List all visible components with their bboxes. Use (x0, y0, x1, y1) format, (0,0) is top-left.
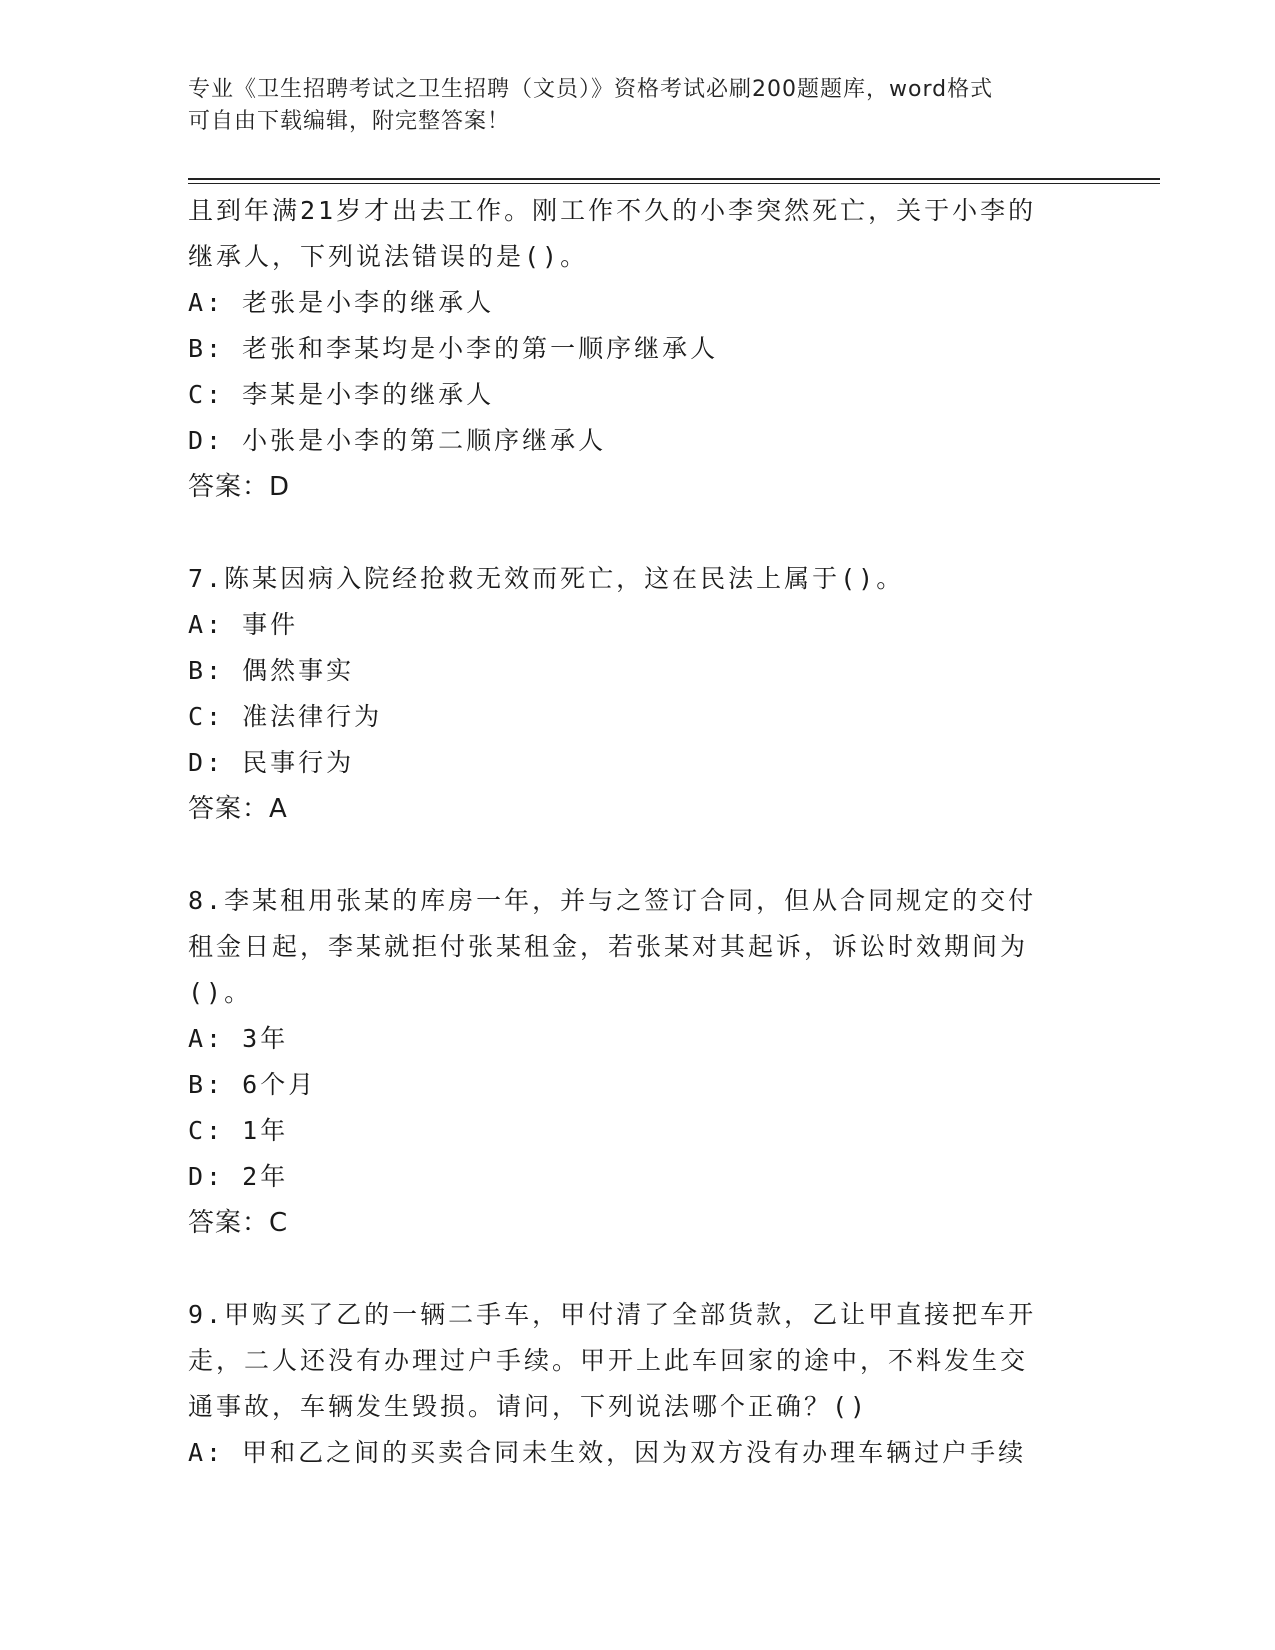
option-c: C: 1年 (188, 1116, 289, 1145)
option-a: A: 3年 (188, 1024, 289, 1053)
answer: 答案：A (188, 794, 288, 824)
spacer (188, 1246, 1088, 1292)
question-text-line: 通事故，车辆发生毁损。请问，下列说法哪个正确？() (188, 1392, 869, 1421)
option-d: D: 2年 (188, 1162, 289, 1191)
spacer (188, 510, 1088, 556)
header-divider-thin (188, 183, 1160, 184)
option-b: B: 6个月 (188, 1070, 317, 1099)
header-title-line-2: 可自由下载编辑，附完整答案！ (188, 109, 511, 134)
document-body (188, 188, 1088, 1476)
question-text-line: 走，二人还没有办理过户手续。甲开上此车回家的途中，不料发生交 (188, 1346, 1029, 1375)
question-text-line: 继承人，下列说法错误的是()。 (188, 242, 589, 271)
question-8 (188, 878, 1088, 1246)
option-a: A: 甲和乙之间的买卖合同未生效，因为双方没有办理车辆过户手续 (188, 1438, 1027, 1467)
option-b: B: 偶然事实 (188, 656, 355, 685)
page-header (188, 74, 1068, 138)
spacer (188, 832, 1088, 878)
question-text-line: 8.李某租用张某的库房一年，并与之签订合同，但从合同规定的交付 (188, 886, 1037, 915)
answer: 答案：D (188, 472, 291, 502)
option-d: D: 小张是小李的第二顺序继承人 (188, 426, 607, 455)
header-title-line-1: 专业《卫生招聘考试之卫生招聘（文员）》资格考试必刷200题题库，word格式 (188, 77, 994, 102)
question-text-line: 且到年满21岁才出去工作。刚工作不久的小李突然死亡，关于小李的 (188, 196, 1037, 225)
option-a: A: 事件 (188, 610, 299, 639)
question-9 (188, 1292, 1088, 1476)
option-c: C: 准法律行为 (188, 702, 383, 731)
question-text-line: 9.甲购买了乙的一辆二手车，甲付清了全部货款，乙让甲直接把车开 (188, 1300, 1037, 1329)
answer: 答案：C (188, 1208, 289, 1238)
header-divider (188, 178, 1160, 180)
option-d: D: 民事行为 (188, 748, 355, 777)
option-b: B: 老张和李某均是小李的第一顺序继承人 (188, 334, 719, 363)
question-text-line: ()。 (188, 978, 253, 1007)
question-text-line: 7.陈某因病入院经抢救无效而死亡，这在民法上属于()。 (188, 564, 905, 593)
question-6-tail (188, 188, 1088, 510)
option-a: A: 老张是小李的继承人 (188, 288, 495, 317)
option-c: C: 李某是小李的继承人 (188, 380, 495, 409)
question-7 (188, 556, 1088, 832)
question-text-line: 租金日起，李某就拒付张某租金，若张某对其起诉，诉讼时效期间为 (188, 932, 1029, 961)
